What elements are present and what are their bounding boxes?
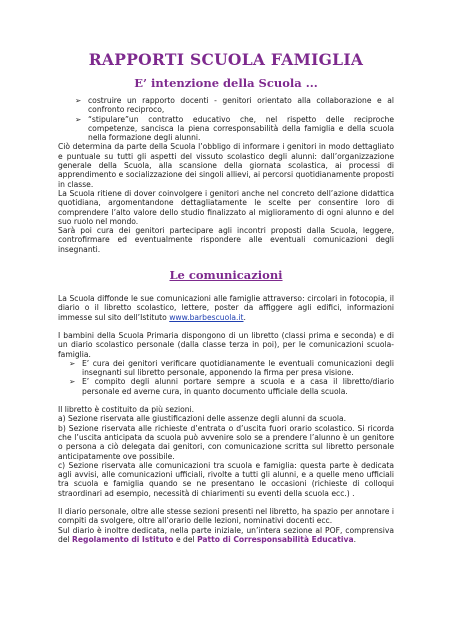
list-item xyxy=(75,115,394,143)
libretto-paragraph: a) Sezione riservata alle giustificazioni delle assenze degli alunni da scuola. xyxy=(58,414,347,424)
communications-text: La Scuola diffonde le sue comunicazioni alle famiglie attraverso: circolari in fotocopia, il diario o il libretto scolastico, lettere, poster da affiggere agli edifici, informazioni immesse sul sito dell’Istituto xyxy=(58,294,394,322)
school-website-link[interactable]: www.barbescuola.it xyxy=(169,312,244,322)
intro-bullet-list xyxy=(58,96,394,142)
final-text-end: . xyxy=(353,534,357,544)
final-text: Sul diario è inoltre dedicata, nella parte iniziale, un’intera sezione al POF, comprensiva del xyxy=(58,525,394,544)
arrow-bullet-icon: ➢ xyxy=(69,358,76,368)
intro-paragraph: Ciò determina da parte della Scuola l’obbligo di informare i genitori in modo dettagliato e puntuale su tutti gli aspetti del vissuto scolastico degli alunni: dall’organizzazione generale della Scuola, alla scansione della giornata scolastica, ai processi di apprendimento e socializzazione dei singoli allievi, ai percorsi quotidianamente proposti in classe. xyxy=(58,142,394,189)
list-item xyxy=(69,377,394,396)
list-item-text: E’ cura dei genitori verificare quotidianamente le eventuali comunicazioni degli insegnanti sul libretto personale, apponendo la firma per presa visione. xyxy=(82,358,394,378)
section-heading-communications: Le comunicazioni xyxy=(169,268,283,283)
communications-paragraph xyxy=(58,294,394,322)
libretto-paragraph: b) Sezione riservata alle richieste d’entrata o d’uscita fuori orario scolastico. Si ricorda che l’uscita anticipata da scuola può avvenire solo se a prendere l’alunno è un genitore o persona a ciò delegata dai genitori, con comunicazione scritta sul libretto personale anticipatamente ove possibile. xyxy=(58,423,394,461)
list-item-text: “stipulare”un contratto educativo che, nel rispetto delle reciproche competenze, sancisca la piena corresponsabilità della famiglia e della scuola nella formazione degli alunni. xyxy=(88,114,394,143)
communications-text-end: . xyxy=(243,312,246,322)
libretto-paragraph: Il libretto è costituito da più sezioni. xyxy=(58,405,195,415)
intro-paragraph: La Scuola ritiene di dover coinvolgere i genitori anche nel concreto dell’azione didattica quotidiana, argomentandone dettagliatamente le scelte per consentire loro di comprendere l’alto valore dello studio finalizzato al miglioramento di ogni alunno e del suo ruolo nel mondo. xyxy=(58,188,394,226)
final-text: e del xyxy=(175,534,195,544)
list-item xyxy=(75,96,394,115)
libretto-paragraph: c) Sezione riservata alle comunicazioni tra scuola e famiglia: questa parte è dedicata agli avvisi, alle comunicazioni ufficiali, rivolte a tutti gli alunni, e a quelle meno ufficiali tra scuola e famiglia quando se ne presentano le occasioni (richieste di colloqui straordinari ad esempio, necessità di chiarimenti su eventi della scuola ecc.) . xyxy=(58,460,394,498)
diario-paragraph: Il diario personale, oltre alle stesse sezioni presenti nel libretto, ha spazio per annotare i compiti da svolgere, oltre all’orario delle lezioni, nominativi docenti ecc. xyxy=(58,506,394,526)
arrow-bullet-icon: ➢ xyxy=(75,114,82,124)
list-item xyxy=(69,359,394,378)
primaria-paragraph: I bambini della Scuola Primaria dispongono di un libretto (classi prima e seconda) e di un diario scolastico personale (dalla classe terza in poi), per le comunicazioni scuola-famiglia. xyxy=(58,330,394,359)
arrow-bullet-icon: ➢ xyxy=(69,377,76,387)
list-item-text: E’ compito degli alunni portare sempre a scuola e a casa il libretto/diario personale ed averne cura, in quanto documento ufficiale della scuola. xyxy=(82,377,394,396)
page-title: RAPPORTI SCUOLA FAMIGLIA xyxy=(88,50,364,69)
intro-paragraph: Sarà poi cura dei genitori partecipare agli incontri proposti dalla Scuola, leggere, controfirmare ed eventualmente rispondere alle eventuali comunicazioni degli insegnanti. xyxy=(58,226,394,254)
section-heading-intention: E’ intenzione della Scuola ... xyxy=(134,76,318,90)
regolamento-label: Regolamento di Istituto xyxy=(72,534,174,544)
final-paragraph xyxy=(58,526,394,545)
list-item-text: costruire un rapporto docenti - genitori orientato alla collaborazione e al confronto reciproco, xyxy=(88,96,394,115)
arrow-bullet-icon: ➢ xyxy=(75,96,82,105)
patto-label: Patto di Corresponsabilità Educativa xyxy=(197,534,354,544)
primaria-bullet-list xyxy=(58,359,394,396)
